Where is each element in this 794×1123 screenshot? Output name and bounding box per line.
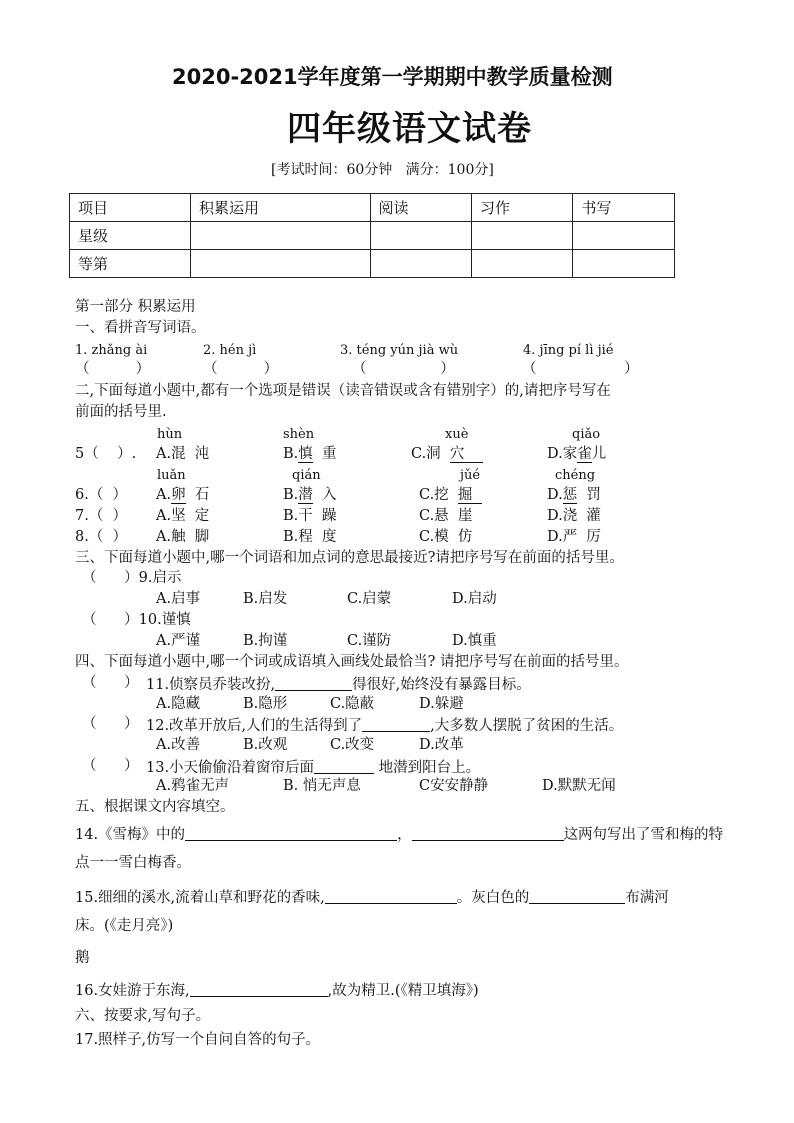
score-cell[interactable] [472, 250, 573, 278]
score-table-header-cell: 阅读 [370, 194, 471, 222]
q12-option-d: D.改革 [419, 737, 464, 753]
q6-option-a: A.卵 石 [156, 487, 210, 503]
q8-option-d: D.严 厉 [547, 529, 601, 545]
q5-option-d-rest: 儿 [591, 446, 607, 462]
section2-title-line1: 二,下面每道小题中,都有一个选项是错误（读音错误或含有错别字）的,请把序号写在 [75, 383, 611, 399]
q10-option-b: B.拘谨 [243, 633, 288, 649]
q14-line1: 14.《雪梅》中的 ， 这两句写出了雪和梅的特 [75, 827, 724, 843]
score-table-row-label: 星级 [70, 222, 191, 250]
q5-option-c-underlined: 穴 [450, 446, 483, 463]
score-table-header-cell: 书写 [573, 194, 675, 222]
q11-option-c: C.隐蔽 [330, 696, 375, 712]
q5-option-b [283, 447, 336, 462]
q6-option-d-underlined: 惩 [562, 487, 578, 503]
q13-bracket[interactable]: （ ） [82, 758, 139, 774]
q16-line: 16.女娃游于东海, ,故为精卫.(《精卫填海》) [75, 983, 479, 999]
q17-text: 17.照样子,仿写一个自问自答的句子。 [75, 1032, 321, 1048]
q6-option-b: B.潜 入 [283, 487, 337, 503]
score-table-header-cell: 习作 [472, 194, 573, 222]
q6-option-b-underlined: 潜 [298, 487, 313, 503]
score-table-row [70, 222, 675, 250]
q11-bracket[interactable]: （ ） [82, 675, 139, 691]
score-table-row-label: 等第 [70, 250, 191, 278]
q5-option-c-prefix: C.洞 [411, 446, 450, 462]
q9-option-b: B.启发 [243, 591, 288, 607]
q12-blank[interactable] [362, 717, 430, 732]
q5-option-d [547, 447, 606, 462]
stray-character: 鹅 [75, 950, 90, 966]
q7-option-c: C.悬 崖 [419, 508, 473, 524]
s1-answer-bracket-4[interactable]: （ ） [522, 361, 639, 377]
s1-answer-bracket-1[interactable]: （ ） [75, 361, 151, 377]
score-cell[interactable] [191, 250, 371, 278]
part1-title: 第一部分 积累运用 [75, 299, 196, 315]
q6-option-d: D.惩 罚 [547, 487, 601, 503]
s1-item-4: 4. jīng pí lì jié [523, 343, 614, 358]
q9-option-d: D.启动 [452, 591, 497, 607]
q5-pinyin-c: xuè [445, 427, 469, 442]
q13-option-a: A.鸦雀无声 [156, 778, 230, 794]
q11-option-a: A.隐藏 [156, 696, 201, 712]
q10-option-d: D.慎重 [452, 633, 497, 649]
q5-option-b-rest: 重 [312, 446, 337, 462]
section1-title: 一、看拼音写词语。 [75, 320, 206, 336]
score-cell[interactable] [573, 250, 675, 278]
score-cell[interactable] [573, 222, 675, 250]
q15-line1: 15.细细的溪水,流着山草和野花的香味, 。灰白色的 布满河 [75, 890, 669, 906]
q12-option-c: C.改变 [330, 737, 375, 753]
q11-option-b: B.隐形 [243, 696, 288, 712]
q5-option-b-underlined: 慎 [298, 446, 313, 462]
q8-option-c: C.模 仿 [419, 529, 473, 545]
q13-blank[interactable] [314, 759, 374, 774]
q13-option-d: D.默默无闻 [542, 778, 616, 794]
section3-title: 三、下面每道小题中,哪一个词语和加点词的意思最接近?请把序号写在前面的括号里。 [75, 550, 624, 566]
q5-option-b-prefix: B. [283, 446, 299, 462]
q7-option-d: D.浇 灌 [547, 508, 601, 524]
q7-number: 7.（ ） [75, 508, 128, 524]
q9-stem: （ ）9.启示 [82, 570, 182, 586]
s1-item-1: 1. zhǎng ài [75, 343, 148, 358]
q12-option-b: B.改观 [243, 737, 288, 753]
section2-title-line2: 前面的括号里. [75, 404, 167, 420]
exam-header-title: 2020-2021学年度第一学期期中教学质量检测 [172, 65, 613, 89]
q5-pinyin-b: shèn [283, 427, 315, 442]
q11-option-d: D.躲避 [419, 696, 464, 712]
q6-option-a-underlined: 卵 [171, 487, 186, 503]
q14-blank-2[interactable] [412, 826, 564, 841]
q15-blank-1[interactable] [325, 889, 457, 904]
score-table-header-cell: 项目 [70, 194, 191, 222]
q5-pinyin-d: qiǎo [572, 427, 601, 442]
q11-stem: 11.侦察员乔装改扮, 得很好,始终没有暴露目标。 [146, 677, 531, 693]
q13-option-b: B. 悄无声息 [283, 778, 361, 794]
section4-title: 四、下面每道小题中,哪一个词或成语填入画线处最恰当? 请把序号写在前面的括号里。 [75, 654, 629, 670]
score-cell[interactable] [191, 222, 371, 250]
q7-option-b: B.干 躁 [283, 508, 337, 524]
score-cell[interactable] [370, 250, 471, 278]
q7-option-a: A.坚 定 [156, 508, 210, 524]
q14-blank-1[interactable] [185, 826, 397, 841]
q10-option-a: A.严谨 [156, 633, 201, 649]
s1-item-2: 2. hén jì [203, 343, 257, 358]
q5-option-a: A.混 沌 [156, 446, 210, 462]
q14-line2: 点一一雪白梅香。 [75, 855, 191, 871]
q10-stem: （ ）10.谨慎 [82, 612, 191, 628]
score-cell[interactable] [472, 222, 573, 250]
q9-option-c: C.启蒙 [347, 591, 392, 607]
s1-answer-bracket-3[interactable]: （ ） [352, 361, 455, 377]
q12-stem: 12.改革开放后,人们的生活得到了 ,大多数人摆脱了贫困的生活。 [146, 718, 624, 734]
q6-pinyin-d: chéng [555, 468, 596, 483]
q13-stem: 13.小天偷偷沿着窗帘后面 地潜到阳台上。 [146, 760, 481, 776]
score-table-row [70, 250, 675, 278]
q8-option-b: B.程 度 [283, 529, 337, 545]
score-cell[interactable] [370, 222, 471, 250]
s1-answer-bracket-2[interactable]: （ ） [203, 361, 279, 377]
q6-pinyin-a: luǎn [157, 468, 186, 483]
q6-pinyin-c: jǔé [460, 468, 481, 483]
q11-blank[interactable] [275, 676, 352, 691]
exam-info: [考试时间：60分钟 满分：100分] [271, 162, 494, 178]
section6-title: 六、按要求,写句子。 [75, 1008, 211, 1024]
q12-bracket[interactable]: （ ） [82, 716, 139, 732]
q6-option-c-underlined: 掘 [458, 487, 482, 504]
q12-option-a: A.改善 [156, 737, 201, 753]
q8-number: 8.（ ） [75, 529, 128, 545]
q8-option-a: A.触 脚 [156, 529, 210, 545]
q5-pinyin-a: hùn [157, 427, 183, 442]
q5-number: 5（ ）. [75, 446, 137, 462]
score-table-header-cell: 积累运用 [191, 194, 371, 222]
score-table [69, 193, 675, 278]
q5-option-c [411, 447, 483, 462]
q6-option-c: C.挖 掘 [419, 488, 482, 503]
q9-option-a: A.启事 [156, 591, 201, 607]
section5-title: 五、根据课文内容填空。 [75, 799, 235, 815]
q15-line2: 床。(《走月亮》) [75, 918, 174, 934]
score-table-header-row [70, 194, 675, 222]
q6-number: 6.（ ） [75, 487, 128, 503]
s1-item-3: 3. téng yún jià wù [340, 343, 459, 358]
q6-pinyin-b: qián [292, 468, 321, 483]
q16-blank[interactable] [190, 982, 328, 997]
q5-option-d-underlined: 雀 [577, 446, 592, 462]
exam-subject-title: 四年级语文试卷 [287, 109, 532, 149]
q10-option-c: C.谨防 [347, 633, 392, 649]
q15-blank-2[interactable] [529, 889, 625, 904]
q5-option-d-prefix: D.家 [547, 446, 578, 462]
q13-option-c: C安安静静 [419, 778, 489, 794]
